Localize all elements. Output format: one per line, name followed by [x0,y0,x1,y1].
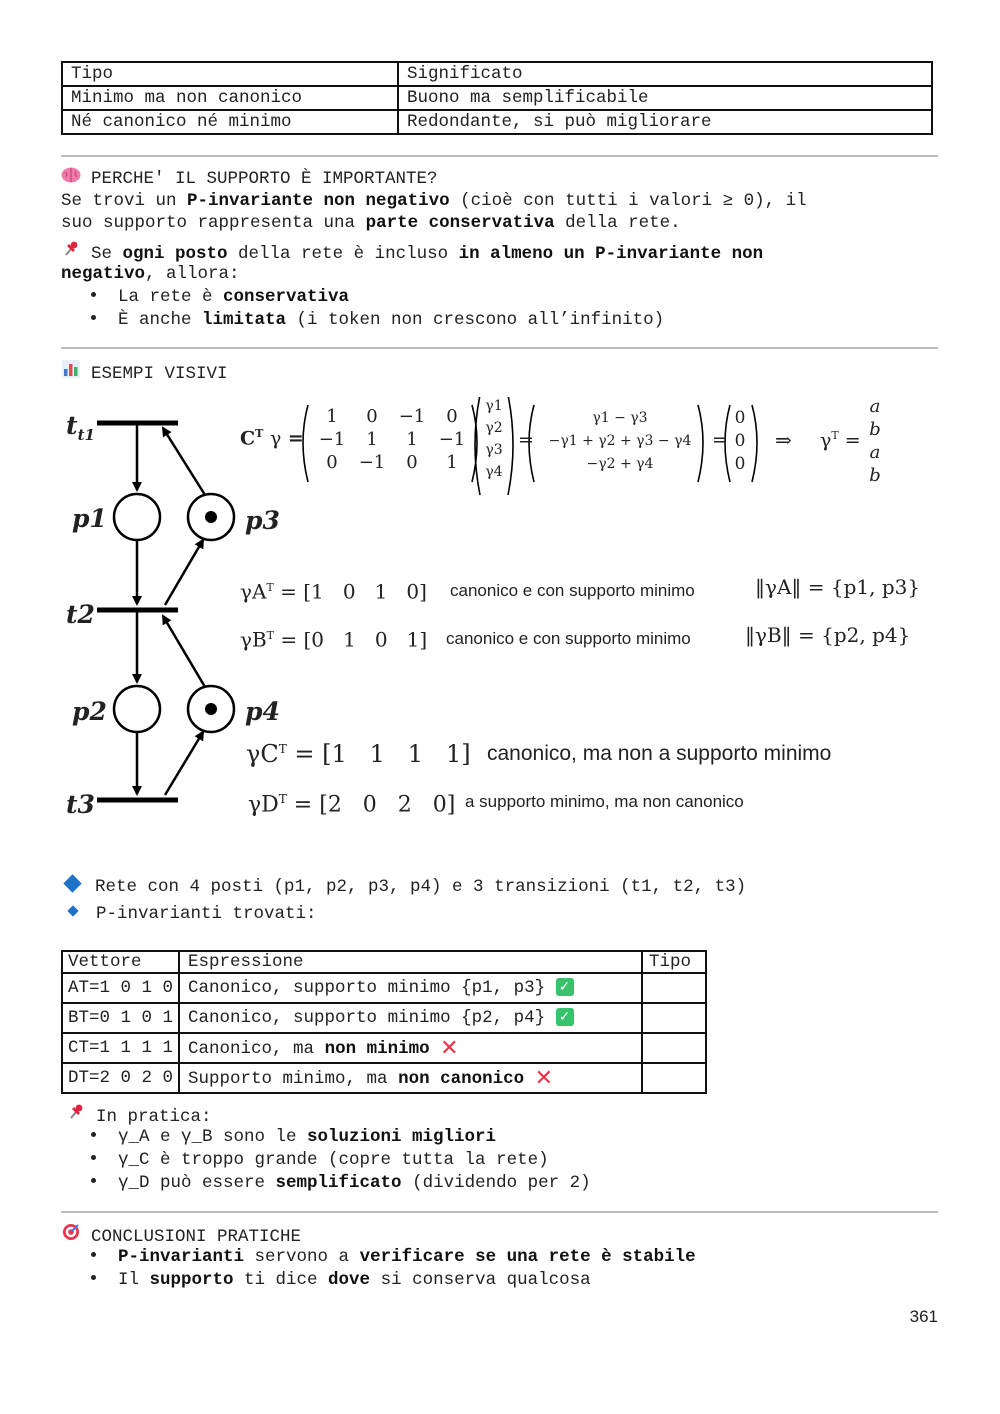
table-cell: Tipo [62,62,398,86]
matrix-c: 1 0 −1 0 −1 1 1 −1 0 −1 0 1 [318,406,466,473]
cross-icon: ✕ [534,1065,554,1091]
list-item: γ_C è troppo grande (copre tutta la rete) [91,1149,549,1172]
table-cell: Né canonico né minimo [62,110,398,134]
table-cell: Minimo ma non canonico [62,86,398,110]
conclusions-heading: CONCLUSIONI PRATICHE [61,1223,301,1249]
table-cell: Canonico, ma non minimo ✕ [179,1033,642,1063]
divider [61,155,938,157]
zero-vector: 0 0 0 [734,408,746,474]
support-heading [61,167,438,191]
paragraph: suo supporto rappresenta una parte conservativa della rete. [61,213,681,233]
table-cell: DT=2 0 2 0 [62,1063,179,1093]
page-number: 361 [909,1307,938,1326]
table-row [62,973,706,1003]
check-icon: ✓ [556,1008,574,1026]
table-cell: Redondante, si può migliorare [398,110,932,134]
type-meaning-table [61,61,933,135]
label-t3: t3 [66,790,95,819]
paragraph: negativo, allora: [61,264,240,284]
place-p2 [114,686,160,732]
label-t1: $t_{t1}$ [66,411,95,444]
invariant-d-desc: a supporto minimo, ma non canonico [465,792,744,811]
table-cell [642,973,706,1003]
table-header-row [62,951,706,973]
list-item: P-invarianti servono a verificare se una rete è stabile [91,1246,696,1269]
invariants-table [61,950,707,1094]
target-icon [61,1223,81,1249]
cross-icon: ✕ [440,1035,459,1061]
table-cell: Significato [398,62,932,86]
practice-heading: In pratica: [66,1103,212,1129]
label-p3: p3 [245,506,280,535]
implies-sign: ⇒ [775,428,792,452]
token [205,511,217,523]
list-item: γ_D può essere semplificato (dividendo per 2) [91,1172,591,1195]
table-header: Vettore [62,951,179,973]
expression-vector: γ1 − γ3 −γ1 + γ2 + γ3 − γ4 −γ2 + γ4 [548,410,692,472]
matrix-label: $C^T$ γ = [240,427,304,450]
divider [61,1211,938,1213]
list-item: γ_A e γ_B sono le soluzioni migliori [91,1126,496,1149]
table-row [62,1003,706,1033]
invariant-b-desc: canonico e con supporto minimo [446,629,691,648]
result-vector: a b a b [869,396,881,486]
section-heading: ESEMPI VISIVI [91,364,228,384]
table-cell: BT=0 1 0 1 [62,1003,179,1033]
invariant-a-support: ‖γA‖ = {p1, p3} [755,575,921,599]
list-item: Il supporto ti dice dove si conserva qualcosa [91,1269,591,1292]
label-p4: p4 [245,697,280,726]
net-description: Rete con 4 posti (p1, p2, p3, p4) e 3 transizioni (t1, t2, t3) [66,876,746,899]
place-p1 [114,494,160,540]
gamma-vector: γ1 γ2 γ3 γ4 [485,398,503,480]
table-cell: Buono ma semplificabile [398,86,932,110]
table-header: Tipo [642,951,706,973]
pushpin-icon [66,1103,86,1129]
label-p1: p1 [72,504,107,533]
table-cell [642,1033,706,1063]
invariant-c-desc: canonico, ma non a supporto minimo [487,742,832,765]
table-cell [642,1063,706,1093]
blue-diamond-icon [63,874,81,892]
table-row [62,110,932,134]
invariant-b-support: ‖γB‖ = {p2, p4} [745,623,911,647]
list-item: È anche limitata (i token non crescono all’infinito) [91,309,664,332]
table-cell: AT=1 0 1 0 [62,973,179,1003]
table-cell [642,1003,706,1033]
table-row [62,62,932,86]
found-label: P-invarianti trovati: [66,903,317,926]
table-cell: CT=1 1 1 1 [62,1033,179,1063]
table-cell: Canonico, supporto minimo {p1, p3} ✓ [179,973,642,1003]
invariant-a: $\gamma A^T = [1$ 0 1 0] [240,579,427,604]
table-cell: Canonico, supporto minimo {p2, p4} ✓ [179,1003,642,1033]
label-t2: t2 [66,600,95,629]
table-row [62,86,932,110]
invariant-b: $\gamma B^T = [0$ 1 0 1] [240,627,428,652]
brain-icon [61,167,81,191]
check-icon: ✓ [556,978,574,996]
invariant-a-desc: canonico e con supporto minimo [450,581,695,600]
matrix-equation: $C^T$ γ = 1 0 −1 0 −1 1 1 −1 0 −1 0 1 γ1 γ2 γ3 γ4 = γ1 − γ3 −γ1 + γ2 + γ3 − γ4 −γ2 + γ4 = 0 0 0 ⇒ $\gamma^T$ = a b a b [240,393,900,493]
small-blue-diamond-icon [67,905,78,916]
table-row [62,1063,706,1093]
paragraph: Se ogni posto della rete è incluso in almeno un P-invariante non [61,240,763,266]
table-row [62,1033,706,1063]
paragraph: Se trovi un P-invariante non negativo (cioè con tutti i valori ≥ 0), il [61,191,807,211]
section-heading: PERCHE' IL SUPPORTO È IMPORTANTE? [91,169,438,189]
table-cell: Supporto minimo, ma non canonico ✕ [179,1063,642,1093]
invariant-d: $\gamma D^T = [2$ 0 2 0] [248,792,456,818]
token [205,703,217,715]
list-item: La rete è conservativa [91,286,349,309]
table-header: Espressione [179,951,642,973]
divider [61,347,938,349]
invariant-c: $\gamma C^T = [1$ 1 1 1] [246,740,471,768]
label-p2: p2 [72,697,107,726]
